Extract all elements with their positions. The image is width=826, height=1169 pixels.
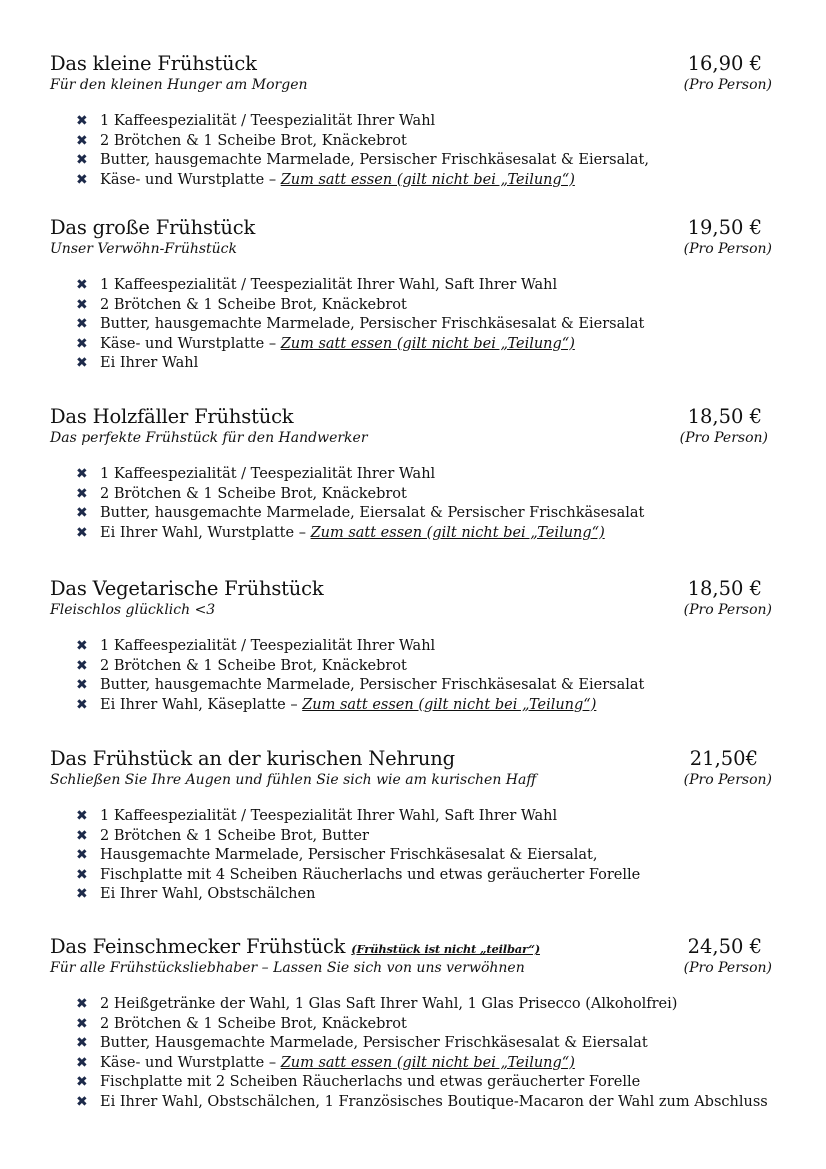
price-unit: (Pro Person) [683, 241, 772, 257]
section-subtitle: Für alle Frühstücksliebhaber – Lassen Sie sich von uns verwöhnen [50, 960, 525, 976]
x-mark-icon: ✖ [76, 335, 88, 352]
x-mark-icon: ✖ [76, 696, 88, 713]
x-mark-icon: ✖ [76, 1015, 88, 1032]
list-item: ✖ Butter, hausgemachte Marmelade, Persischer Frischkäsesalat & Eiersalat [76, 676, 644, 696]
list-item: ✖ 1 Kaffeespezialität / Teespezialität Ihrer Wahl [76, 637, 644, 657]
x-mark-icon: ✖ [76, 485, 88, 502]
section-price: 24,50 € [687, 935, 762, 958]
price-unit: (Pro Person) [683, 77, 772, 93]
list-item: ✖ 2 Brötchen & 1 Scheibe Brot, Knäckebrot [76, 296, 644, 316]
section-subtitle: Schließen Sie Ihre Augen und fühlen Sie sich wie am kurischen Haff [50, 772, 537, 788]
section-title: Das Holzfäller Frühstück [50, 405, 294, 428]
list-item: ✖ 2 Brötchen & 1 Scheibe Brot, Knäckebrot [76, 1015, 768, 1035]
x-mark-icon: ✖ [76, 132, 88, 149]
list-item: ✖ Ei Ihrer Wahl, Wurstplatte – Zum satt essen (gilt nicht bei „Teilung“) [76, 524, 644, 544]
list-item: ✖ Hausgemachte Marmelade, Persischer Frischkäsesalat & Eiersalat, [76, 846, 640, 866]
section-subtitle: Fleischlos glücklich <3 [50, 602, 216, 618]
list-item: ✖ Butter, Hausgemachte Marmelade, Persischer Frischkäsesalat & Eiersalat [76, 1034, 768, 1054]
item-list [76, 465, 644, 543]
x-mark-icon: ✖ [76, 277, 88, 293]
list-item: ✖ 2 Heißgetränke der Wahl, 1 Glas Saft Ihrer Wahl, 1 Glas Prisecco (Alkoholfrei) [76, 995, 768, 1015]
x-mark-icon: ✖ [76, 1054, 88, 1071]
x-mark-icon: ✖ [76, 657, 88, 674]
sharing-note: Zum satt essen (gilt nicht bei „Teilung“) [280, 171, 575, 188]
x-mark-icon: ✖ [76, 113, 88, 129]
x-mark-icon: ✖ [76, 152, 88, 168]
list-item: ✖ Käse- und Wurstplatte – Zum satt essen (gilt nicht bei „Teilung“) [76, 1054, 768, 1074]
list-item: ✖ 2 Brötchen & 1 Scheibe Brot, Knäckebrot [76, 657, 644, 677]
x-mark-icon: ✖ [76, 1093, 88, 1110]
list-item: ✖ Butter, hausgemachte Marmelade, Persischer Frischkäsesalat & Eiersalat, [76, 151, 649, 171]
x-mark-icon: ✖ [76, 638, 88, 654]
section-title: Das kleine Frühstück [50, 52, 257, 75]
item-list [76, 637, 644, 715]
x-mark-icon: ✖ [76, 316, 88, 332]
list-item: ✖ Ei Ihrer Wahl [76, 354, 644, 374]
not-shareable-note: (Frühstück ist nicht „teilbar“) [351, 942, 540, 956]
x-mark-icon: ✖ [76, 886, 88, 902]
x-mark-icon: ✖ [76, 996, 88, 1012]
x-mark-icon: ✖ [76, 524, 88, 541]
item-list [76, 276, 644, 374]
list-item: ✖ Fischplatte mit 2 Scheiben Räucherlachs und etwas geräucherter Forelle [76, 1073, 768, 1093]
sharing-note: Zum satt essen (gilt nicht bei „Teilung“) [302, 696, 597, 713]
x-mark-icon: ✖ [76, 808, 88, 824]
price-unit: (Pro Person) [679, 430, 768, 446]
list-item: ✖ Käse- und Wurstplatte – Zum satt essen (gilt nicht bei „Teilung“) [76, 171, 649, 191]
section-subtitle: Unser Verwöhn-Frühstück [50, 241, 237, 257]
item-list [76, 995, 768, 1112]
section-price: 18,50 € [687, 577, 762, 600]
x-mark-icon: ✖ [76, 296, 88, 313]
section-price: 18,50 € [687, 405, 762, 428]
list-item: ✖ Ei Ihrer Wahl, Obstschälchen [76, 885, 640, 905]
x-mark-icon: ✖ [76, 466, 88, 482]
x-mark-icon: ✖ [76, 1074, 88, 1090]
price-unit: (Pro Person) [683, 960, 772, 976]
x-mark-icon: ✖ [76, 866, 88, 883]
section-subtitle: Das perfekte Frühstück für den Handwerker [50, 430, 368, 446]
list-item: ✖ 1 Kaffeespezialität / Teespezialität Ihrer Wahl, Saft Ihrer Wahl [76, 276, 644, 296]
item-list [76, 807, 640, 905]
list-item: ✖ 2 Brötchen & 1 Scheibe Brot, Butter [76, 827, 640, 847]
list-item: ✖ Fischplatte mit 4 Scheiben Räucherlachs und etwas geräucherter Forelle [76, 866, 640, 886]
x-mark-icon: ✖ [76, 171, 88, 188]
list-item: ✖ 2 Brötchen & 1 Scheibe Brot, Knäckebrot [76, 132, 649, 152]
section-title: Das Frühstück an der kurischen Nehrung [50, 747, 455, 770]
x-mark-icon: ✖ [76, 827, 88, 844]
list-item: ✖ Käse- und Wurstplatte – Zum satt essen (gilt nicht bei „Teilung“) [76, 335, 644, 355]
price-unit: (Pro Person) [683, 602, 772, 618]
section-title: Das Feinschmecker Frühstück (Frühstück ist nicht „teilbar“) [50, 935, 540, 958]
x-mark-icon: ✖ [76, 355, 88, 371]
sharing-note: Zum satt essen (gilt nicht bei „Teilung“) [310, 524, 605, 541]
section-price: 16,90 € [687, 52, 762, 75]
x-mark-icon: ✖ [76, 1035, 88, 1051]
sharing-note: Zum satt essen (gilt nicht bei „Teilung“) [280, 335, 575, 352]
item-list [76, 112, 649, 190]
x-mark-icon: ✖ [76, 847, 88, 863]
list-item: ✖ Butter, hausgemachte Marmelade, Persischer Frischkäsesalat & Eiersalat [76, 315, 644, 335]
list-item: ✖ Ei Ihrer Wahl, Obstschälchen, 1 Französisches Boutique-Macaron der Wahl zum Abschluss [76, 1093, 768, 1113]
section-title: Das große Frühstück [50, 216, 256, 239]
section-price: 19,50 € [687, 216, 762, 239]
section-title: Das Vegetarische Frühstück [50, 577, 324, 600]
price-unit: (Pro Person) [683, 772, 772, 788]
sharing-note: Zum satt essen (gilt nicht bei „Teilung“) [280, 1054, 575, 1071]
list-item: ✖ 1 Kaffeespezialität / Teespezialität Ihrer Wahl, Saft Ihrer Wahl [76, 807, 640, 827]
list-item: ✖ 1 Kaffeespezialität / Teespezialität Ihrer Wahl [76, 112, 649, 132]
list-item: ✖ 1 Kaffeespezialität / Teespezialität Ihrer Wahl [76, 465, 644, 485]
section-subtitle: Für den kleinen Hunger am Morgen [50, 77, 308, 93]
list-item: ✖ 2 Brötchen & 1 Scheibe Brot, Knäckebrot [76, 485, 644, 505]
x-mark-icon: ✖ [76, 505, 88, 521]
list-item: ✖ Ei Ihrer Wahl, Käseplatte – Zum satt essen (gilt nicht bei „Teilung“) [76, 696, 644, 716]
x-mark-icon: ✖ [76, 677, 88, 693]
list-item: ✖ Butter, hausgemachte Marmelade, Eiersalat & Persischer Frischkäsesalat [76, 504, 644, 524]
section-price: 21,50€ [689, 747, 758, 770]
